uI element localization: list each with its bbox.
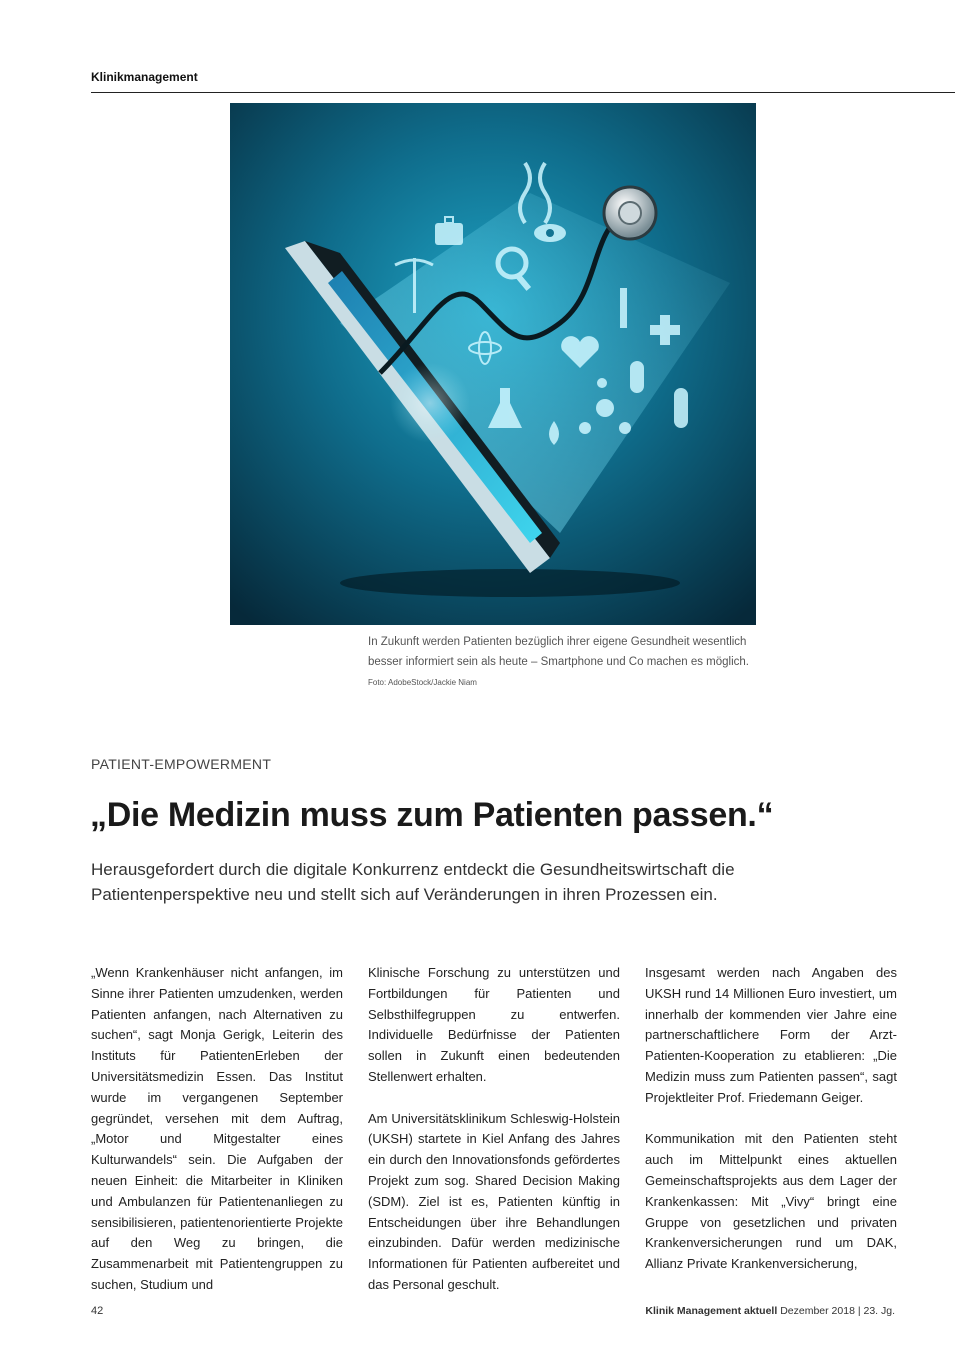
tablet-medical-icons-illustration — [230, 103, 756, 625]
publication-footer — [645, 1305, 895, 1317]
section-label: Klinikmanagement — [91, 70, 198, 84]
pill-icon — [630, 361, 644, 393]
body-column-2 — [368, 963, 620, 1317]
figure-caption — [368, 632, 758, 693]
paragraph: Kommunikation mit den Patienten steht auch im Mittelpunkt eines aktuellen Gemeinschaftsprojekts aus dem Lager der Krankenkassen: Mit „Vivy“ bringt eine Gruppe von gesetzlichen und privaten Krankenversicherungen rund um DAK, Allianz Private Krankenversicherung, — [645, 1131, 897, 1272]
photo-credit: Foto: AdobeStock/Jackie Niam — [368, 678, 477, 687]
test-tube-icon — [674, 388, 688, 428]
page-number: 42 — [91, 1305, 104, 1317]
paragraph: Insgesamt werden nach Angaben des UKSH rund 14 Millionen Euro investiert, um innerhalb der kommenden vier Jahre eine partnerschaftlichere Form der Arzt-Patienten-Kooperation zu etablieren: „Die Medizin muss zum Patienten passen“, sagt Projektleiter Prof. Friedemann Geiger. — [645, 965, 897, 1105]
publication-name: Klinik Management aktuell — [645, 1305, 778, 1317]
paragraph: „Wenn Krankenhäuser nicht anfangen, im Sinne ihrer Patienten umzudenken, werden Patienten anfangen, nach Alternativen zu suchen“, sagt Monja Gerigk, Leiterin des Instituts für PatientenErleben der Universitätsmedizin Essen. Das Institut wurde im vergangenen September gegründet, versehen mit dem Auftrag, „Motor und Mitgestalter eines Kulturwandels“ sein. Die Aufgaben der neuen Einheit: die Mitarbeiter in Kliniken und Ambulanzen für Patientenanliegen zu sensibilisieren, patientenorientierte Projekte auf den Weg zu bringen, die Zusammenarbeit mit Patientengruppen zu suchen, Studium und — [91, 965, 343, 1292]
issue-info: Dezember 2018 | 23. Jg. — [780, 1305, 895, 1317]
header-rule — [91, 92, 955, 93]
hero-illustration — [230, 103, 756, 625]
article-headline: „Die Medizin muss zum Patienten passen.“ — [90, 796, 774, 834]
paragraph: Klinische Forschung zu unterstützen und Fortbildungen für Patienten und Selbsthilfegruppen zu entwerfen. Individuelle Bedürfnisse der Patienten sollen in Zukunft einen bedeutenden Stellenwert erhalten. — [368, 965, 620, 1084]
syringe-icon — [620, 288, 627, 328]
article-deck: Herausgefordert durch die digitale Konkurrenz entdeckt die Gesundheitswirtschaft die Patientenperspektive neu und stellt sich auf Veränderungen in ihren Prozessen ein. — [91, 860, 735, 904]
paragraph: Am Universitätsklinikum Schleswig-Holstein (UKSH) startete in Kiel Anfang des Jahres ein durch den Innovationsfonds gefördertes Projekt zum sog. Shared Decision Making (SDM). Ziel ist es, Patienten künftig in Entscheidungen über ihre Behandlungen einzubinden. Dafür werden medizinische Informationen für Patienten aufbereitet und das Personal geschult. — [368, 1110, 620, 1292]
article-kicker: PATIENT-EMPOWERMENT — [91, 756, 272, 772]
body-column-1 — [91, 963, 343, 1317]
body-column-3 — [645, 963, 897, 1296]
caption-text: In Zukunft werden Patienten bezüglich ihrer eigene Gesundheit wesentlich besser informiert sein als heute – Smartphone und Co machen es möglich. — [368, 636, 749, 668]
stethoscope-icon — [604, 187, 656, 239]
eye-icon — [534, 224, 566, 242]
